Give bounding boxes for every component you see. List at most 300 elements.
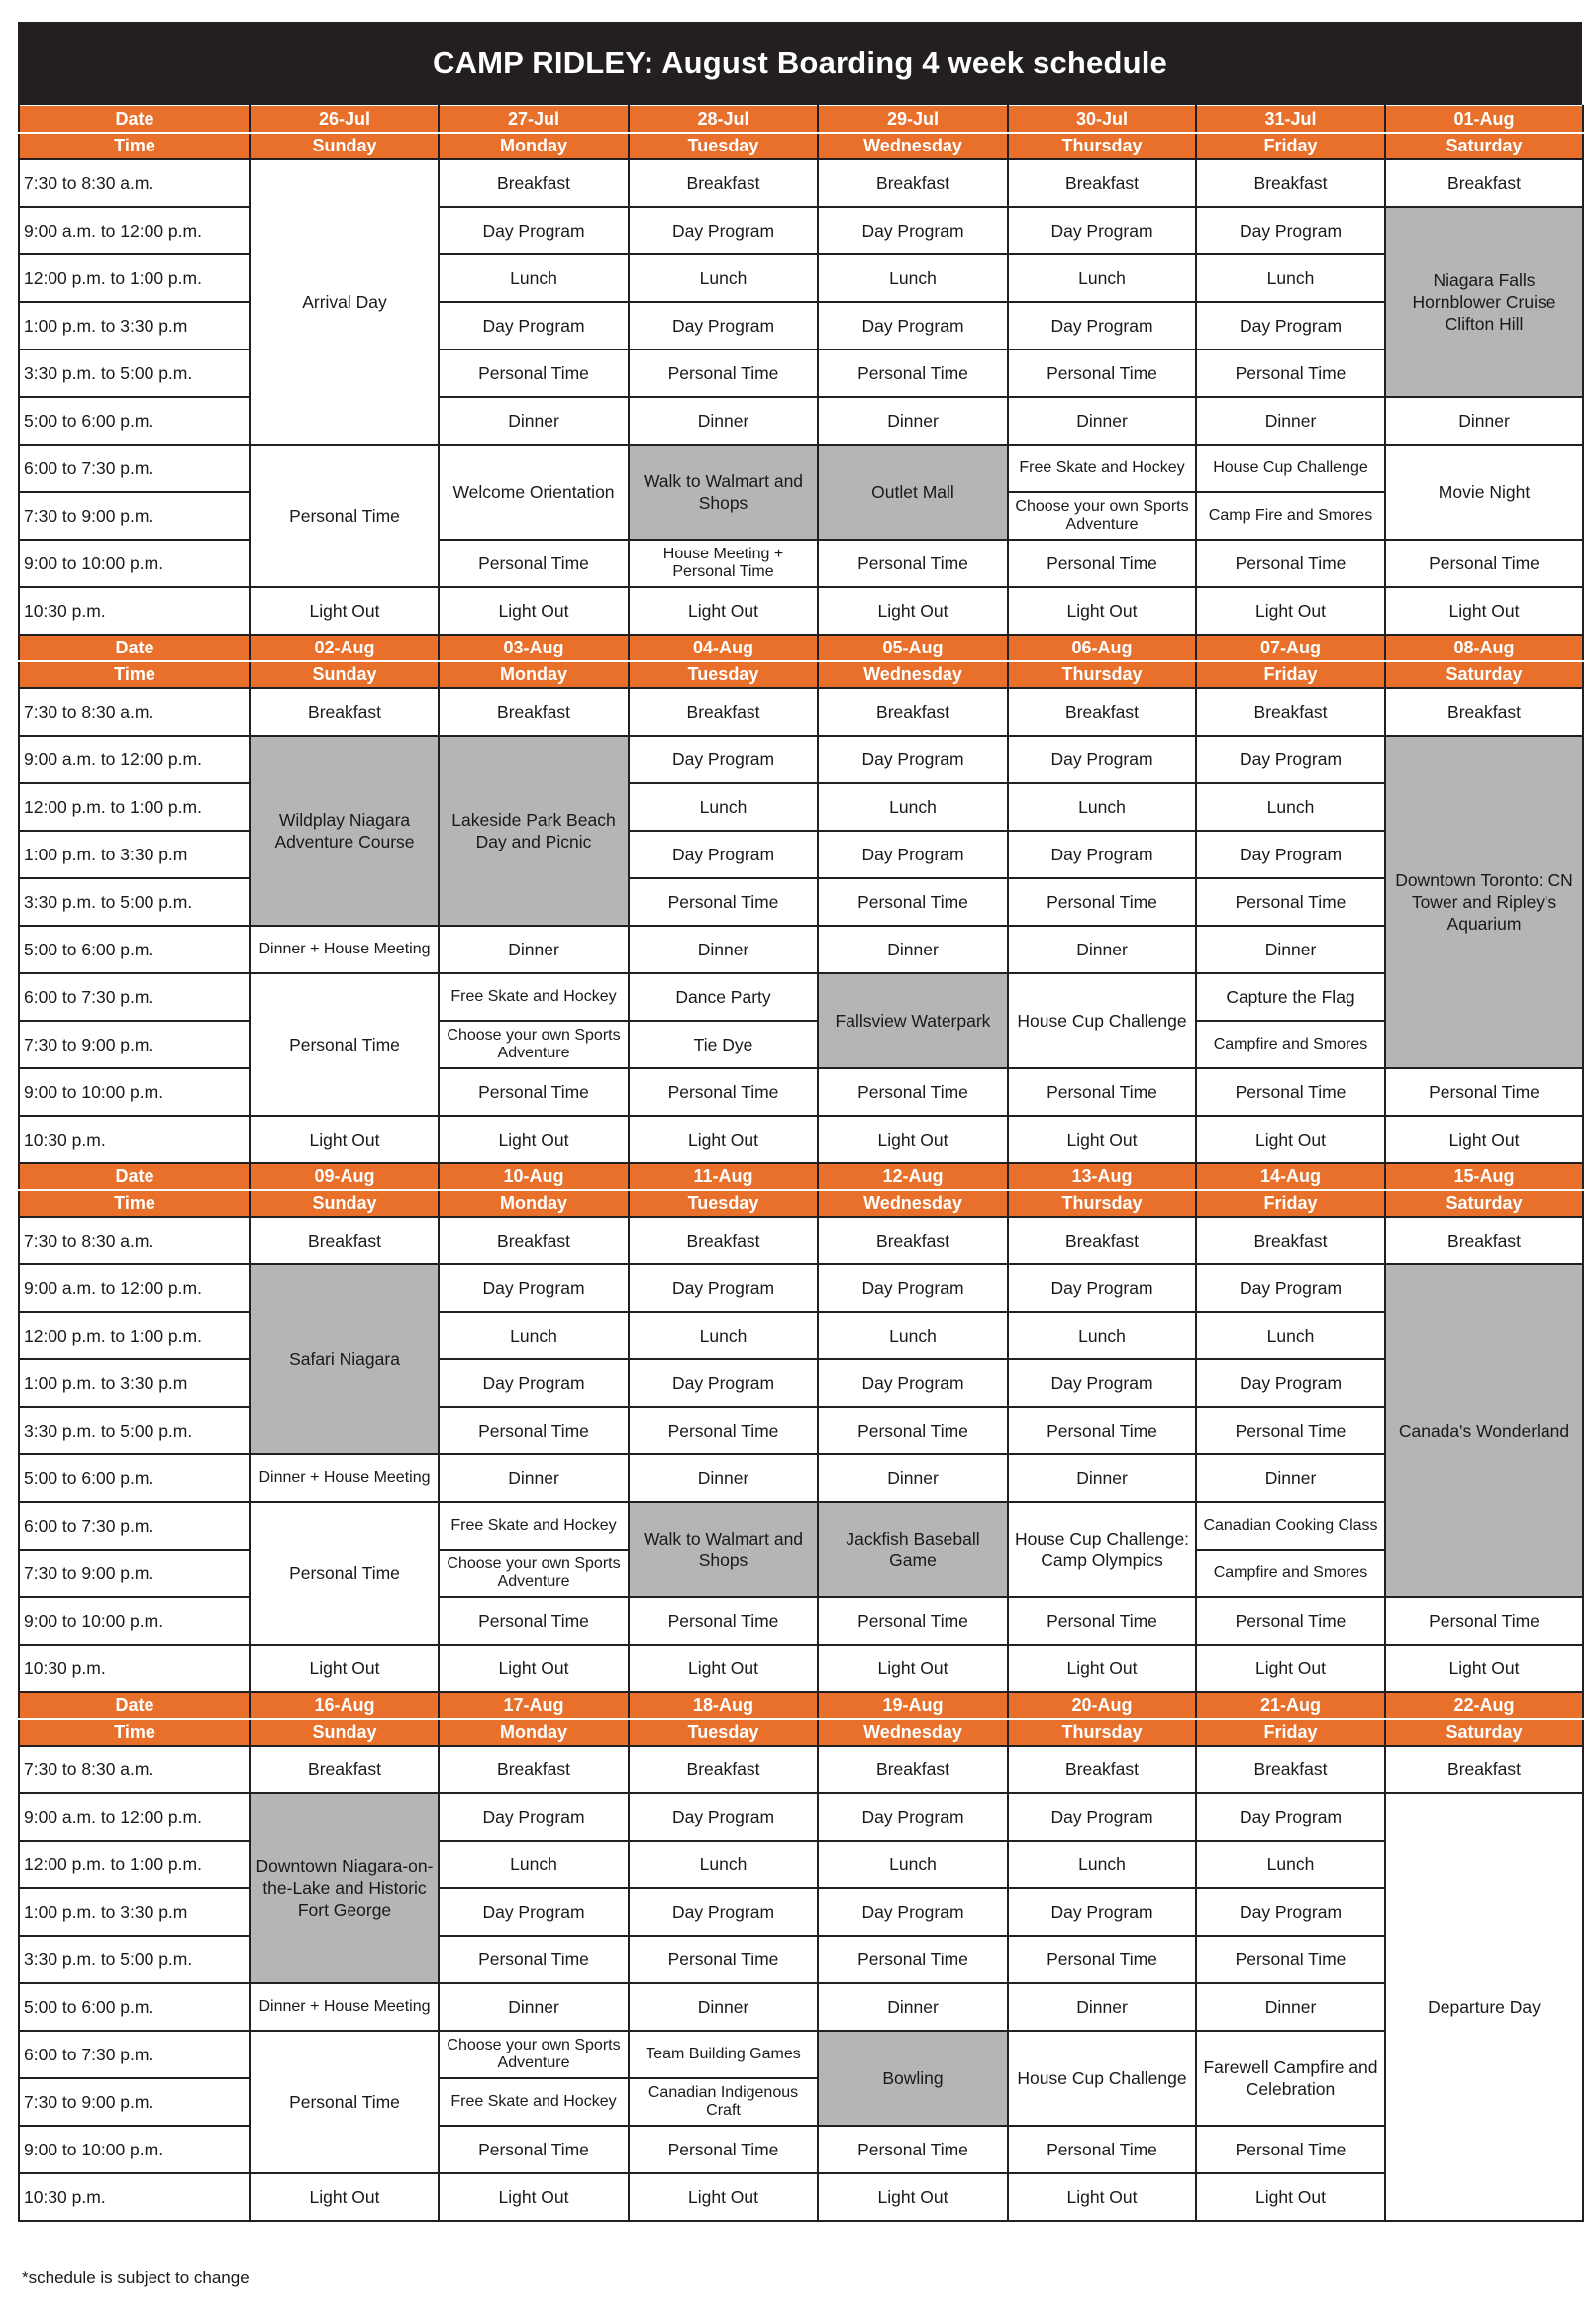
activity-cell: Breakfast	[629, 1217, 818, 1264]
activity-cell: Light Out	[1008, 1645, 1196, 1692]
activity-cell: Lunch	[629, 1312, 818, 1359]
schedule-row	[19, 2173, 1583, 2221]
schedule-row	[19, 2031, 1583, 2078]
activity-cell: Breakfast	[818, 159, 1008, 207]
week-date-header	[19, 1163, 1583, 1190]
activity-cell: Light Out	[1008, 587, 1196, 635]
date-cell: 11-Aug	[629, 1163, 818, 1190]
activity-cell: House Cup Challenge	[1008, 2031, 1196, 2126]
activity-cell: Personal Time	[1008, 350, 1196, 397]
time-slot-cell: 7:30 to 8:30 a.m.	[19, 1746, 250, 1793]
excursion-cell: Outlet Mall	[818, 445, 1008, 540]
time-slot-cell: 1:00 p.m. to 3:30 p.m	[19, 1888, 250, 1936]
day-name-cell: Thursday	[1008, 1719, 1196, 1746]
date-cell: 01-Aug	[1385, 106, 1583, 133]
activity-cell: Dinner	[1196, 926, 1385, 973]
activity-cell: Day Program	[1008, 1359, 1196, 1407]
activity-cell: Light Out	[629, 587, 818, 635]
time-slot-cell: 10:30 p.m.	[19, 1645, 250, 1692]
activity-cell: Breakfast	[1008, 1746, 1196, 1793]
activity-cell: Dinner	[629, 1983, 818, 2031]
time-slot-cell: 3:30 p.m. to 5:00 p.m.	[19, 1407, 250, 1454]
activity-cell: Breakfast	[629, 159, 818, 207]
activity-cell: Personal Time	[1385, 1597, 1583, 1645]
activity-cell: Dinner	[629, 397, 818, 445]
activity-cell: Light Out	[818, 2173, 1008, 2221]
time-slot-cell: 9:00 a.m. to 12:00 p.m.	[19, 736, 250, 783]
activity-cell: Breakfast	[250, 688, 439, 736]
day-name-cell: Wednesday	[818, 1719, 1008, 1746]
day-name-cell: Wednesday	[818, 661, 1008, 688]
activity-cell: Welcome Orientation	[439, 445, 629, 540]
activity-cell: Day Program	[629, 1359, 818, 1407]
activity-cell: Dinner	[1196, 1983, 1385, 2031]
time-slot-cell: 1:00 p.m. to 3:30 p.m	[19, 831, 250, 878]
activity-cell: House Meeting + Personal Time	[629, 540, 818, 587]
time-slot-cell: 5:00 to 6:00 p.m.	[19, 397, 250, 445]
activity-cell: Light Out	[1196, 1116, 1385, 1163]
activity-cell: Canadian Indigenous Craft	[629, 2078, 818, 2126]
activity-cell: Personal Time	[1196, 1068, 1385, 1116]
activity-cell: Free Skate and Hockey	[1008, 445, 1196, 492]
date-cell: 22-Aug	[1385, 1692, 1583, 1719]
activity-cell: House Cup Challenge: Camp Olympics	[1008, 1502, 1196, 1597]
activity-cell: Breakfast	[629, 1746, 818, 1793]
time-slot-cell: 12:00 p.m. to 1:00 p.m.	[19, 1312, 250, 1359]
time-slot-cell: 7:30 to 9:00 p.m.	[19, 492, 250, 540]
day-name-cell: Monday	[439, 133, 629, 159]
activity-cell: Personal Time	[1385, 1068, 1583, 1116]
week-day-header	[19, 133, 1583, 159]
activity-cell: Dinner + House Meeting	[250, 926, 439, 973]
activity-cell: Personal Time	[1008, 2126, 1196, 2173]
activity-cell: Tie Dye	[629, 1021, 818, 1068]
schedule-title: CAMP RIDLEY: August Boarding 4 week schedule	[18, 22, 1582, 105]
activity-cell: Personal Time	[818, 1936, 1008, 1983]
activity-cell: Personal Time	[250, 973, 439, 1116]
activity-cell: Breakfast	[1385, 1746, 1583, 1793]
day-name-cell: Friday	[1196, 1190, 1385, 1217]
date-cell: 16-Aug	[250, 1692, 439, 1719]
day-name-cell: Thursday	[1008, 1190, 1196, 1217]
activity-cell: Personal Time	[818, 1068, 1008, 1116]
activity-cell: Lunch	[1196, 254, 1385, 302]
activity-cell: Day Program	[1196, 1793, 1385, 1841]
activity-cell: Personal Time	[818, 878, 1008, 926]
activity-cell: Personal Time	[1196, 878, 1385, 926]
activity-cell: Lunch	[439, 254, 629, 302]
activity-cell: Day Program	[439, 302, 629, 350]
time-slot-cell: 5:00 to 6:00 p.m.	[19, 926, 250, 973]
activity-cell: Dinner	[439, 1983, 629, 2031]
activity-cell: Breakfast	[1008, 159, 1196, 207]
activity-cell: Light Out	[629, 1645, 818, 1692]
activity-cell: Breakfast	[818, 1746, 1008, 1793]
activity-cell: Day Program	[1196, 736, 1385, 783]
activity-cell: Dinner	[818, 1983, 1008, 2031]
week-date-header	[19, 106, 1583, 133]
activity-cell: Day Program	[818, 302, 1008, 350]
time-slot-cell: 7:30 to 9:00 p.m.	[19, 1021, 250, 1068]
activity-cell: Dinner	[1008, 397, 1196, 445]
activity-cell: Personal Time	[1196, 2126, 1385, 2173]
date-cell: 08-Aug	[1385, 635, 1583, 661]
time-slot-cell: 9:00 a.m. to 12:00 p.m.	[19, 1264, 250, 1312]
activity-cell: Personal Time	[1196, 540, 1385, 587]
activity-cell: Personal Time	[250, 1502, 439, 1645]
time-slot-cell: 3:30 p.m. to 5:00 p.m.	[19, 878, 250, 926]
day-name-cell: Saturday	[1385, 133, 1583, 159]
time-label: Time	[19, 1190, 250, 1217]
time-slot-cell: 10:30 p.m.	[19, 1116, 250, 1163]
activity-cell: Light Out	[629, 2173, 818, 2221]
activity-cell: Day Program	[818, 831, 1008, 878]
footnote: *schedule is subject to change	[22, 2268, 249, 2287]
date-cell: 31-Jul	[1196, 106, 1385, 133]
activity-cell: Personal Time	[1196, 1597, 1385, 1645]
activity-cell: Day Program	[1008, 1264, 1196, 1312]
day-name-cell: Sunday	[250, 1719, 439, 1746]
activity-cell: Day Program	[1196, 831, 1385, 878]
activity-cell: Personal Time	[629, 1597, 818, 1645]
date-cell: 18-Aug	[629, 1692, 818, 1719]
day-name-cell: Wednesday	[818, 1190, 1008, 1217]
excursion-cell: Downtown Niagara-on-the-Lake and Historic Fort George	[250, 1793, 439, 1983]
activity-cell: Breakfast	[818, 688, 1008, 736]
time-slot-cell: 6:00 to 7:30 p.m.	[19, 445, 250, 492]
time-slot-cell: 9:00 to 10:00 p.m.	[19, 540, 250, 587]
activity-cell: Campfire and Smores	[1196, 1021, 1385, 1068]
activity-cell: Breakfast	[439, 1746, 629, 1793]
activity-cell: Day Program	[1008, 1888, 1196, 1936]
activity-cell: Personal Time	[629, 350, 818, 397]
activity-cell: Day Program	[439, 207, 629, 254]
activity-cell: Light Out	[1196, 1645, 1385, 1692]
activity-cell: Dinner	[1385, 397, 1583, 445]
date-cell: 30-Jul	[1008, 106, 1196, 133]
excursion-cell: Canada's Wonderland	[1385, 1264, 1583, 1597]
time-slot-cell: 6:00 to 7:30 p.m.	[19, 973, 250, 1021]
day-name-cell: Sunday	[250, 1190, 439, 1217]
activity-cell: Capture the Flag	[1196, 973, 1385, 1021]
activity-cell: Arrival Day	[250, 159, 439, 445]
time-slot-cell: 3:30 p.m. to 5:00 p.m.	[19, 350, 250, 397]
day-name-cell: Wednesday	[818, 133, 1008, 159]
activity-cell: Day Program	[1008, 302, 1196, 350]
activity-cell: Light Out	[439, 587, 629, 635]
date-cell: 13-Aug	[1008, 1163, 1196, 1190]
day-name-cell: Tuesday	[629, 661, 818, 688]
schedule-row	[19, 1454, 1583, 1502]
activity-cell: Dinner	[818, 926, 1008, 973]
activity-cell: Choose your own Sports Adventure	[439, 2031, 629, 2078]
activity-cell: Breakfast	[1008, 688, 1196, 736]
date-label: Date	[19, 106, 250, 133]
activity-cell: Personal Time	[250, 2031, 439, 2173]
time-slot-cell: 7:30 to 9:00 p.m.	[19, 1550, 250, 1597]
day-name-cell: Thursday	[1008, 133, 1196, 159]
activity-cell: Dance Party	[629, 973, 818, 1021]
activity-cell: Dinner	[629, 1454, 818, 1502]
activity-cell: Camp Fire and Smores	[1196, 492, 1385, 540]
date-cell: 10-Aug	[439, 1163, 629, 1190]
schedule-sheet	[18, 22, 1582, 2222]
activity-cell: Dinner + House Meeting	[250, 1983, 439, 2031]
day-name-cell: Sunday	[250, 661, 439, 688]
activity-cell: Breakfast	[1385, 1217, 1583, 1264]
activity-cell: Light Out	[1196, 587, 1385, 635]
schedule-row	[19, 1264, 1583, 1312]
activity-cell: Breakfast	[250, 1746, 439, 1793]
activity-cell: Light Out	[250, 587, 439, 635]
activity-cell: Light Out	[1008, 1116, 1196, 1163]
activity-cell: Light Out	[1385, 587, 1583, 635]
activity-cell: Day Program	[1196, 1888, 1385, 1936]
activity-cell: Personal Time	[818, 1407, 1008, 1454]
schedule-row	[19, 1983, 1583, 2031]
activity-cell: Personal Time	[818, 1597, 1008, 1645]
excursion-cell: Fallsview Waterpark	[818, 973, 1008, 1068]
time-slot-cell: 7:30 to 8:30 a.m.	[19, 1217, 250, 1264]
excursion-cell: Safari Niagara	[250, 1264, 439, 1454]
activity-cell: Light Out	[1196, 2173, 1385, 2221]
schedule-row	[19, 973, 1583, 1021]
date-cell: 17-Aug	[439, 1692, 629, 1719]
activity-cell: House Cup Challenge	[1196, 445, 1385, 492]
day-name-cell: Monday	[439, 1719, 629, 1746]
activity-cell: Breakfast	[439, 1217, 629, 1264]
day-name-cell: Sunday	[250, 133, 439, 159]
activity-cell: Dinner	[1008, 926, 1196, 973]
activity-cell: Personal Time	[1196, 1936, 1385, 1983]
schedule-row	[19, 926, 1583, 973]
activity-cell: Free Skate and Hockey	[439, 973, 629, 1021]
activity-cell: Dinner + House Meeting	[250, 1454, 439, 1502]
time-slot-cell: 12:00 p.m. to 1:00 p.m.	[19, 1841, 250, 1888]
activity-cell: Breakfast	[1385, 159, 1583, 207]
date-cell: 27-Jul	[439, 106, 629, 133]
date-cell: 04-Aug	[629, 635, 818, 661]
activity-cell: Breakfast	[250, 1217, 439, 1264]
activity-cell: Day Program	[629, 1793, 818, 1841]
activity-cell: Personal Time	[629, 2126, 818, 2173]
activity-cell: Breakfast	[818, 1217, 1008, 1264]
activity-cell: Personal Time	[1008, 878, 1196, 926]
day-name-cell: Friday	[1196, 133, 1385, 159]
time-slot-cell: 5:00 to 6:00 p.m.	[19, 1454, 250, 1502]
activity-cell: Dinner	[818, 397, 1008, 445]
activity-cell: Personal Time	[439, 1936, 629, 1983]
activity-cell: Personal Time	[1008, 1597, 1196, 1645]
time-slot-cell: 10:30 p.m.	[19, 2173, 250, 2221]
date-label: Date	[19, 1692, 250, 1719]
day-name-cell: Tuesday	[629, 1190, 818, 1217]
day-name-cell: Monday	[439, 661, 629, 688]
activity-cell: Day Program	[629, 302, 818, 350]
activity-cell: Personal Time	[818, 350, 1008, 397]
time-slot-cell: 7:30 to 9:00 p.m.	[19, 2078, 250, 2126]
excursion-cell: Bowling	[818, 2031, 1008, 2126]
excursion-cell: Niagara Falls Hornblower Cruise Clifton Hill	[1385, 207, 1583, 397]
activity-cell: Breakfast	[1196, 688, 1385, 736]
date-cell: 12-Aug	[818, 1163, 1008, 1190]
activity-cell: Lunch	[439, 1312, 629, 1359]
date-cell: 26-Jul	[250, 106, 439, 133]
time-slot-cell: 9:00 a.m. to 12:00 p.m.	[19, 207, 250, 254]
activity-cell: Team Building Games	[629, 2031, 818, 2078]
activity-cell: Personal Time	[629, 1936, 818, 1983]
activity-cell: Personal Time	[818, 2126, 1008, 2173]
date-cell: 20-Aug	[1008, 1692, 1196, 1719]
excursion-cell: Wildplay Niagara Adventure Course	[250, 736, 439, 926]
activity-cell: Day Program	[629, 736, 818, 783]
activity-cell: Personal Time	[1196, 1407, 1385, 1454]
date-cell: 19-Aug	[818, 1692, 1008, 1719]
schedule-row	[19, 688, 1583, 736]
week-day-header	[19, 661, 1583, 688]
activity-cell: Personal Time	[439, 1407, 629, 1454]
activity-cell: Light Out	[439, 2173, 629, 2221]
day-name-cell: Tuesday	[629, 133, 818, 159]
activity-cell: Personal Time	[439, 1597, 629, 1645]
day-name-cell: Saturday	[1385, 1190, 1583, 1217]
time-slot-cell: 10:30 p.m.	[19, 587, 250, 635]
activity-cell: Lunch	[818, 783, 1008, 831]
activity-cell: Day Program	[629, 1264, 818, 1312]
time-slot-cell: 9:00 a.m. to 12:00 p.m.	[19, 1793, 250, 1841]
activity-cell: Day Program	[1008, 207, 1196, 254]
schedule-row	[19, 1217, 1583, 1264]
activity-cell: Lunch	[1008, 783, 1196, 831]
time-slot-cell: 1:00 p.m. to 3:30 p.m	[19, 302, 250, 350]
activity-cell: Breakfast	[629, 688, 818, 736]
time-slot-cell: 7:30 to 8:30 a.m.	[19, 688, 250, 736]
schedule-row	[19, 1502, 1583, 1550]
activity-cell: Lunch	[1008, 254, 1196, 302]
activity-cell: Personal Time	[1008, 1936, 1196, 1983]
activity-cell: Dinner	[1008, 1983, 1196, 2031]
activity-cell: Personal Time	[1008, 1407, 1196, 1454]
excursion-cell: Walk to Walmart and Shops	[629, 445, 818, 540]
activity-cell: Lunch	[629, 254, 818, 302]
activity-cell: Personal Time	[439, 1068, 629, 1116]
time-slot-cell: 9:00 to 10:00 p.m.	[19, 1068, 250, 1116]
activity-cell: Day Program	[629, 1888, 818, 1936]
time-slot-cell: 9:00 to 10:00 p.m.	[19, 2126, 250, 2173]
schedule-row	[19, 1645, 1583, 1692]
activity-cell: Breakfast	[1196, 159, 1385, 207]
activity-cell: Light Out	[439, 1116, 629, 1163]
activity-cell: Personal Time	[250, 445, 439, 587]
day-name-cell: Friday	[1196, 661, 1385, 688]
activity-cell: Personal Time	[439, 2126, 629, 2173]
activity-cell: Breakfast	[439, 159, 629, 207]
activity-cell: Day Program	[1196, 302, 1385, 350]
activity-cell: Day Program	[1196, 1264, 1385, 1312]
time-slot-cell: 1:00 p.m. to 3:30 p.m	[19, 1359, 250, 1407]
activity-cell: Choose your own Sports Adventure	[439, 1021, 629, 1068]
activity-cell: Personal Time	[629, 1407, 818, 1454]
activity-cell: Day Program	[1008, 1793, 1196, 1841]
activity-cell: Personal Time	[1008, 1068, 1196, 1116]
activity-cell: Light Out	[1008, 2173, 1196, 2221]
activity-cell: Breakfast	[1196, 1746, 1385, 1793]
activity-cell: Personal Time	[629, 1068, 818, 1116]
activity-cell: House Cup Challenge	[1008, 973, 1196, 1068]
time-label: Time	[19, 1719, 250, 1746]
week-date-header	[19, 1692, 1583, 1719]
date-cell: 07-Aug	[1196, 635, 1385, 661]
activity-cell: Day Program	[439, 1888, 629, 1936]
activity-cell: Day Program	[439, 1359, 629, 1407]
activity-cell: Lunch	[1196, 1841, 1385, 1888]
activity-cell: Farewell Campfire and Celebration	[1196, 2031, 1385, 2126]
activity-cell: Light Out	[1385, 1645, 1583, 1692]
week-day-header	[19, 1719, 1583, 1746]
excursion-cell: Lakeside Park Beach Day and Picnic	[439, 736, 629, 926]
activity-cell: Lunch	[818, 1312, 1008, 1359]
activity-cell: Day Program	[1008, 831, 1196, 878]
activity-cell: Personal Time	[1008, 540, 1196, 587]
activity-cell: Lunch	[629, 783, 818, 831]
activity-cell: Lunch	[818, 1841, 1008, 1888]
date-cell: 14-Aug	[1196, 1163, 1385, 1190]
activity-cell: Dinner	[818, 1454, 1008, 1502]
schedule-row	[19, 587, 1583, 635]
activity-cell: Dinner	[439, 926, 629, 973]
time-slot-cell: 3:30 p.m. to 5:00 p.m.	[19, 1936, 250, 1983]
activity-cell: Dinner	[1196, 397, 1385, 445]
activity-cell: Lunch	[818, 254, 1008, 302]
date-label: Date	[19, 635, 250, 661]
activity-cell: Day Program	[818, 736, 1008, 783]
activity-cell: Lunch	[1196, 783, 1385, 831]
activity-cell: Dinner	[1196, 1454, 1385, 1502]
time-slot-cell: 7:30 to 8:30 a.m.	[19, 159, 250, 207]
activity-cell: Light Out	[250, 1116, 439, 1163]
activity-cell: Day Program	[439, 1264, 629, 1312]
activity-cell: Day Program	[439, 1793, 629, 1841]
time-label: Time	[19, 661, 250, 688]
activity-cell: Breakfast	[1196, 1217, 1385, 1264]
activity-cell: Breakfast	[1008, 1217, 1196, 1264]
activity-cell: Day Program	[818, 1888, 1008, 1936]
schedule-row	[19, 159, 1583, 207]
activity-cell: Personal Time	[629, 878, 818, 926]
activity-cell: Dinner	[1008, 1454, 1196, 1502]
activity-cell: Free Skate and Hockey	[439, 2078, 629, 2126]
date-cell: 21-Aug	[1196, 1692, 1385, 1719]
activity-cell: Light Out	[818, 587, 1008, 635]
activity-cell: Day Program	[1008, 736, 1196, 783]
activity-cell: Personal Time	[439, 540, 629, 587]
activity-cell: Day Program	[629, 207, 818, 254]
schedule-row	[19, 736, 1583, 783]
schedule-row	[19, 1746, 1583, 1793]
activity-cell: Day Program	[818, 207, 1008, 254]
activity-cell: Departure Day	[1385, 1793, 1583, 2221]
activity-cell: Personal Time	[1385, 540, 1583, 587]
day-name-cell: Friday	[1196, 1719, 1385, 1746]
day-name-cell: Saturday	[1385, 1719, 1583, 1746]
date-cell: 29-Jul	[818, 106, 1008, 133]
activity-cell: Choose your own Sports Adventure	[439, 1550, 629, 1597]
time-slot-cell: 12:00 p.m. to 1:00 p.m.	[19, 783, 250, 831]
date-cell: 09-Aug	[250, 1163, 439, 1190]
activity-cell: Dinner	[439, 1454, 629, 1502]
activity-cell: Day Program	[1196, 207, 1385, 254]
date-cell: 02-Aug	[250, 635, 439, 661]
